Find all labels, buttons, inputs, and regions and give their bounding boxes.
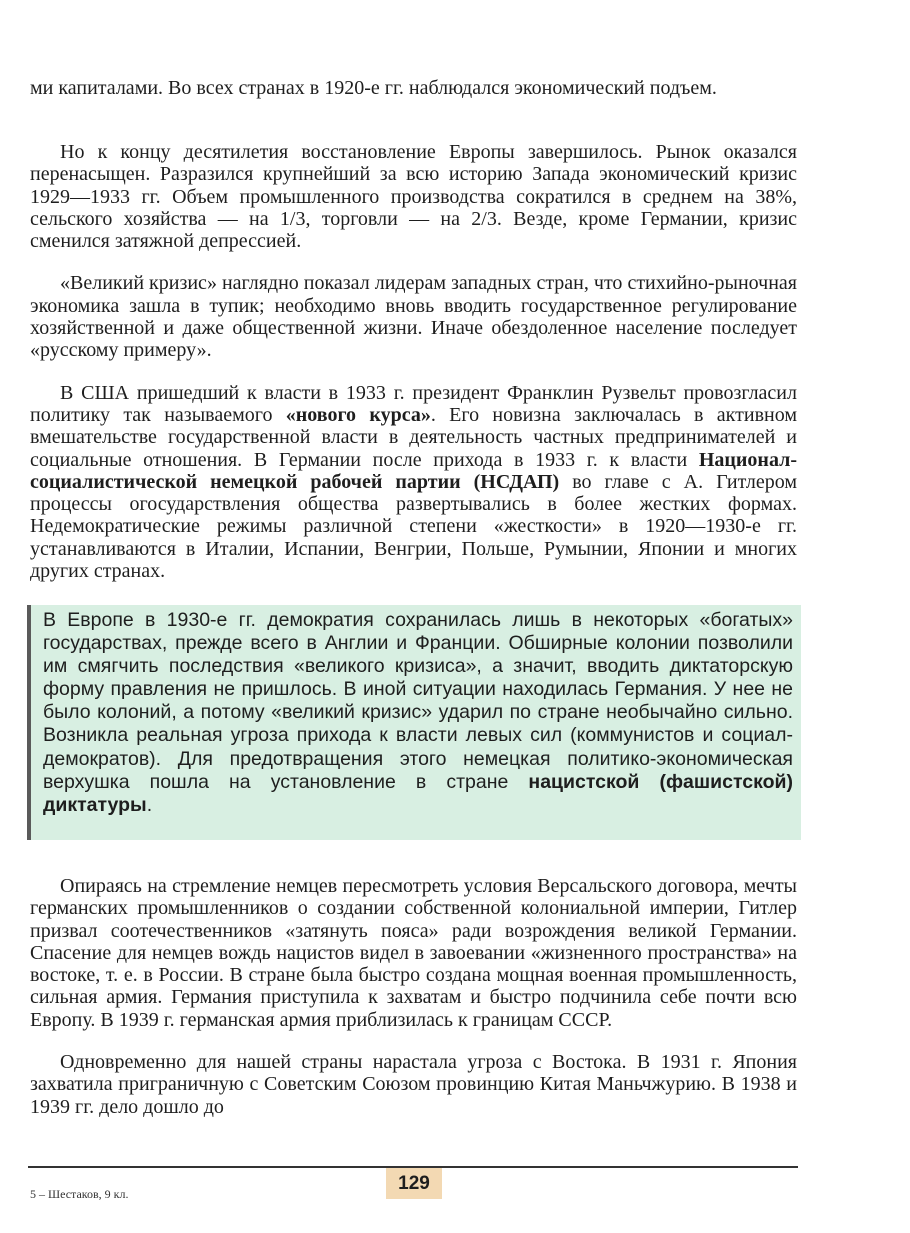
highlight-box	[27, 605, 801, 840]
term-nsdap: Национал-социалистической немецкой рабочей партии (НСДАП)	[30, 448, 797, 493]
footnote: 5 – Шестаков, 9 кл.	[30, 1187, 129, 1201]
paragraph-crisis: Но к концу десятилетия восстановление Европы завершилось. Рынок оказался перенасыщен. Разразился крупнейший за всю историю Запада экономический кризис 1929—1933 гг. Объем промышленного производства сократился в среднем на 38%, сельского хозяйства — на 1/3, торговли — на 2/3. Везде, кроме Германии, кризис сменился затяжной депрессией.	[30, 141, 797, 253]
opening-paragraph	[30, 77, 797, 99]
continuation-text	[30, 855, 797, 1138]
text-segment: . Его новизна заключалась в активном вмешательстве государственной власти в деятельность частных предпринимателей и социальные отношения. В Германии после прихода в 1933 г. к власти	[30, 403, 797, 471]
text-segment: В США пришедший к власти в 1933 г. президент Франклин Рузвельт провозгласил политику так называемого	[30, 381, 797, 426]
callout-end: .	[146, 793, 153, 816]
text-segment: во главе с А. Гитлером процессы огосударствления общества развертывались в более жестких формах. Недемократические режимы различной степени «жесткости» в 1920—1930-е гг. устанавливаются в Италии, Испании, Венгрии, Польше, Румынии, Японии и многих других странах.	[30, 470, 797, 583]
paragraph-hitler: Опираясь на стремление немцев пересмотреть условия Версальского договора, мечты германских промышленников о создании собственной колониальной империи, Гитлер призвал соотечественников «затянуть пояса» ради возрождения великой Германии. Спасение для немцев вождь нацистов видел в завоевании «жизненного пространства» на востоке, т. е. в России. В стране была быстро создана мощная военная промышленность, сильная армия. Германия приступила к захватам и быстро подчинила себе почти всю Европу. В 1939 г. германская армия приблизилась к границам СССР.	[30, 875, 797, 1031]
paragraph-new-deal	[30, 382, 797, 583]
main-text	[30, 121, 797, 602]
opening-line: ми капиталами. Во всех странах в 1920-е гг. наблюдался экономический подъем.	[30, 77, 717, 99]
callout-text: В Европе в 1930-е гг. демократия сохранилась лишь в некоторых «богатых» государствах, прежде всего в Англии и Франции. Обширные колонии позволили им смягчить последствия «великого кризиса», а значит, вводить диктаторскую форму правления не пришлось. В иной ситуации находилась Германия. У нее не было колоний, а потому «великий кризис» ударил по стране необычайно сильно. Возникла реальная угроза прихода к власти левых сил (коммунистов и социал-демократов). Для предотвращения этого немецкая политико-экономическая верхушка пошла на установление в стране	[43, 609, 793, 793]
term-new-deal: «нового курса»	[285, 403, 431, 426]
paragraph-east-threat: Одновременно для нашей страны нарастала угроза с Востока. В 1931 г. Япония захватила приграничную с Советским Союзом провинцию Китая Маньчжурию. В 1938 и 1939 гг. дело дошло до	[30, 1051, 797, 1118]
term-nazi-dictatorship: нацистской (фашистской) диктатуры	[43, 770, 794, 816]
page-number: 129	[386, 1168, 442, 1199]
paragraph-great-crisis: «Великий кризис» наглядно показал лидерам западных стран, что стихийно-рыночная экономика зашла в тупик; необходимо вновь вводить государственное регулирование хозяйственной и даже общественной жизни. Иначе обездоленное население последует «русскому примеру».	[30, 272, 797, 362]
